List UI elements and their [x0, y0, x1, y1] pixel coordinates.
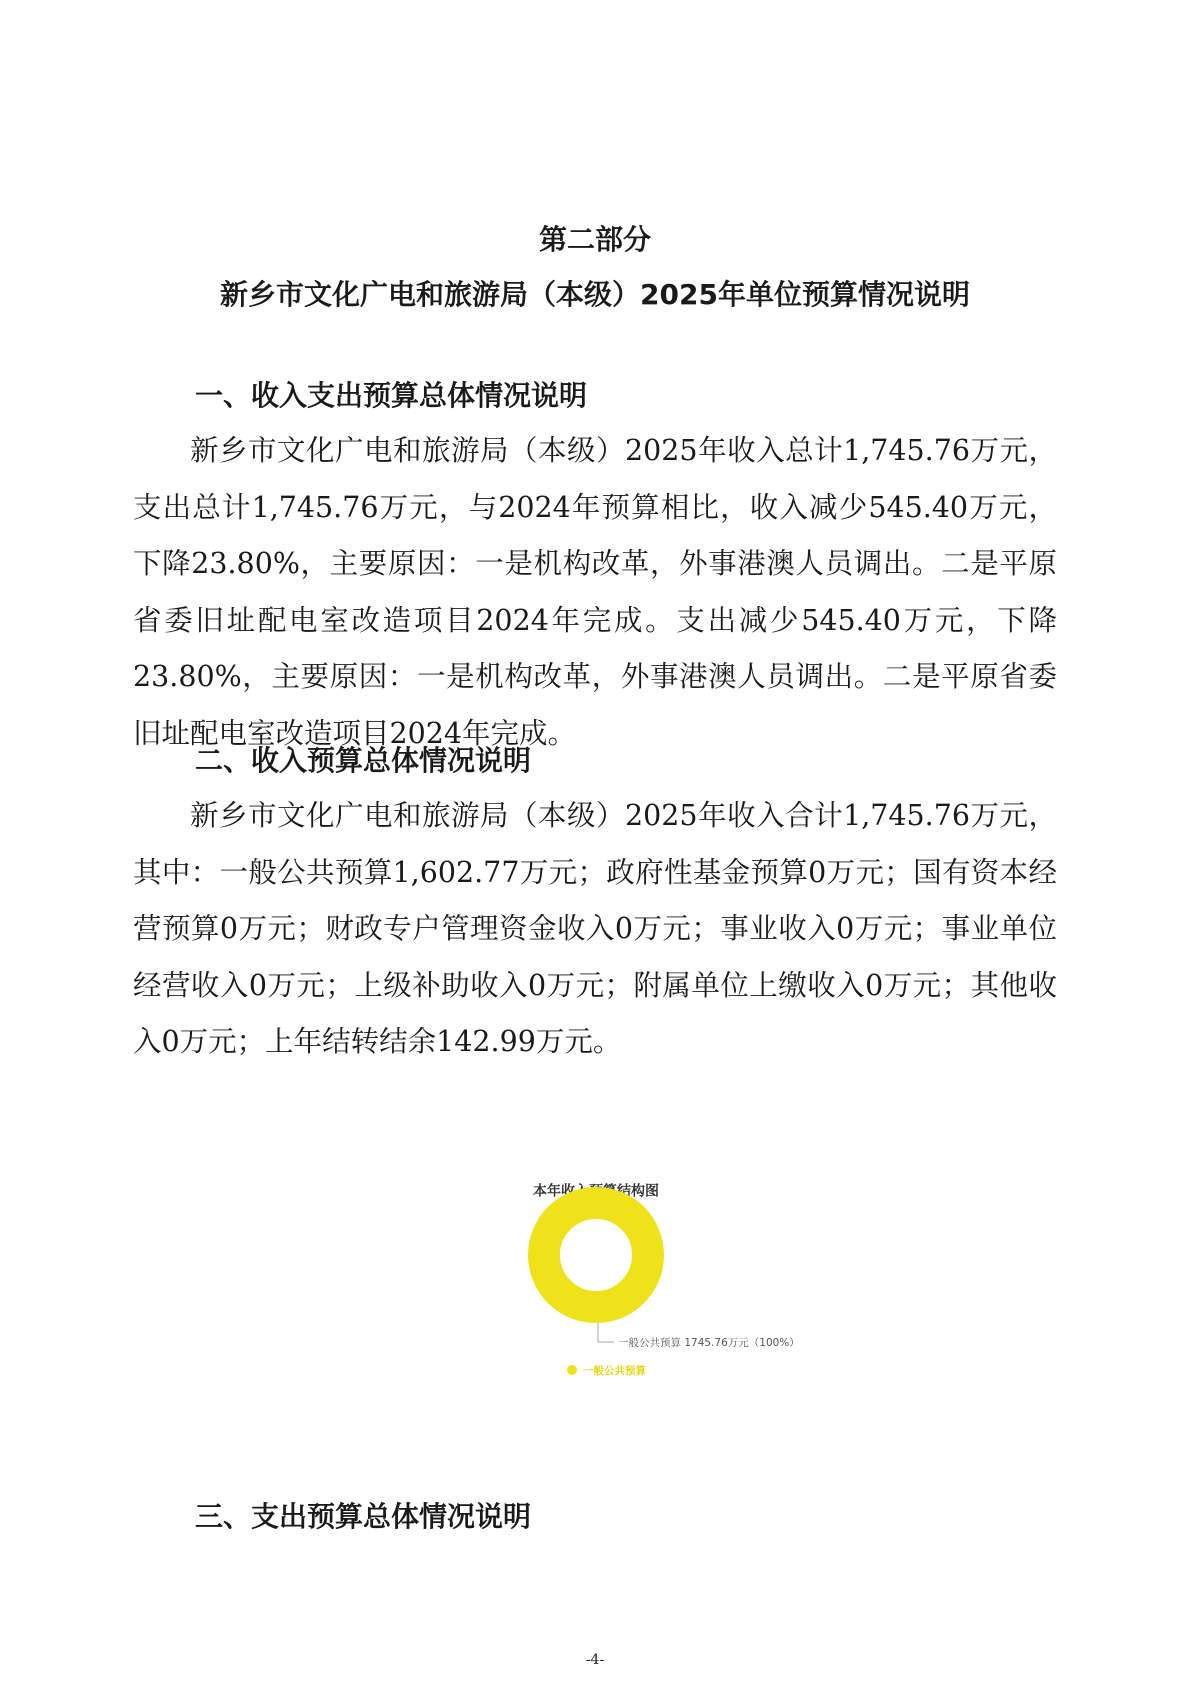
section-paragraph-2: 新乡市文化广电和旅游局（本级）2025年收入合计1,745.76万元，其中：一般公共预算1,602.77万元；政府性基金预算0万元；国有资本经营预算0万元；财政专户管理资金收入0万元；事业收入0万元；事业单位经营收入0万元；上级补助收入0万元；附属单位上缴收入0万元；其他收入0万元；上年结转结余142.99万元。 [133, 799, 1057, 1058]
donut-chart-svg [0, 1180, 1190, 1440]
data-label-leader-line [598, 1323, 614, 1342]
legend-marker [567, 1365, 577, 1375]
legend-label: 一般公共预算 [583, 1365, 646, 1377]
data-label: 一般公共预算 1745.76万元（100%） [618, 1337, 800, 1349]
chart-title: 本年收入预算结构图 [533, 1183, 659, 1200]
income-structure-chart [0, 1180, 1190, 1440]
section-heading-2: 二、收入预算总体情况说明 [195, 744, 532, 777]
section-paragraph-1: 新乡市文化广电和旅游局（本级）2025年收入总计1,745.76万元，支出总计1,745.76万元，与2024年预算相比，收入减少545.40万元，下降23.80%，主要原因：一是机构改革，外事港澳人员调出。二是平原省委旧址配电室改造项目2024年完成。支出减少545.40万元，下降23.80%，主要原因：一是机构改革，外事港澳人员调出。二是平原省委旧址配电室改造项目2024年完成。 [133, 434, 1057, 750]
chart-slices [544, 1203, 648, 1307]
part-title: 第二部分 [538, 223, 651, 256]
section-heading-1: 一、收入支出预算总体情况说明 [195, 379, 588, 412]
document-title: 新乡市文化广电和旅游局（本级）2025年单位预算情况说明 [220, 278, 970, 311]
page-number: -4- [585, 1652, 605, 1668]
pie-slice-1 [544, 1203, 648, 1307]
section-heading-3: 三、支出预算总体情况说明 [195, 1500, 532, 1533]
